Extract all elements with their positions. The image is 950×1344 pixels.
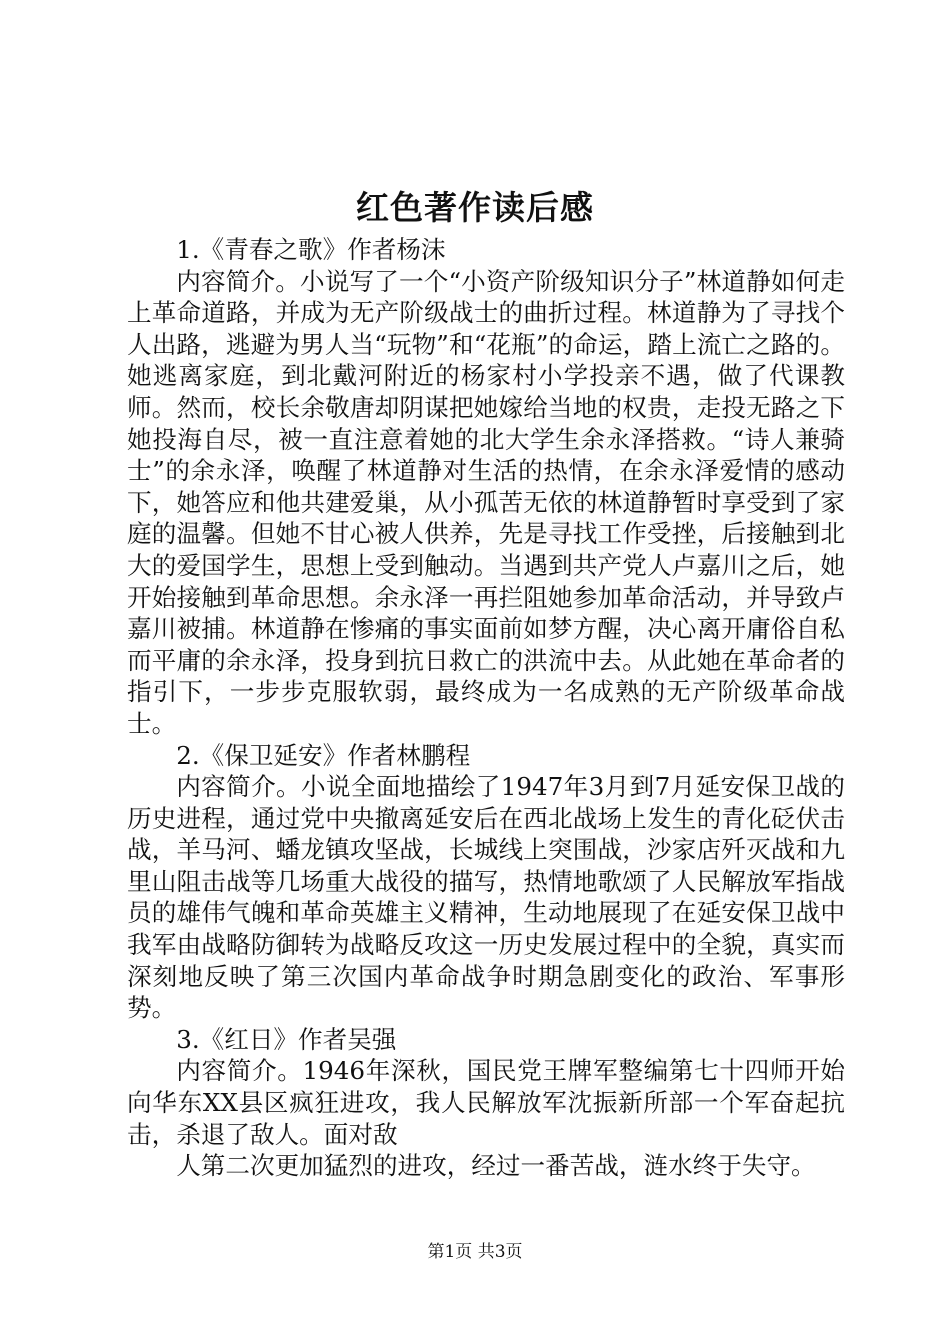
- section-paragraph-1: 内容简介。小说写了一个“小资产阶级知识分子”林道静如何走上革命道路，并成为无产阶级战士的曲折过程。林道静为了寻找个人出路，逃避为男人当“玩物”和“花瓶”的命运，踏上流亡之路的。她逃离家庭，到北戴河附近的杨家村小学投亲不遇，做了代课教师。然而，校长余敬唐却阴谋把她嫁给当地的权贵，走投无路之下她投海自尽，被一直注意着她的北大学生余永泽搭救。“诗人兼骑士”的余永泽，唤醒了林道静对生活的热情，在余永泽爱情的感动下，她答应和他共建爱巢，从小孤苦无依的林道静暂时享受到了家庭的温馨。但她不甘心被人供养，先是寻找工作受挫，后接触到北大的爱国学生，思想上受到触动。当遇到共产党人卢嘉川之后，她开始接触到革命思想。余永泽一再拦阻她参加革命活动，并导致卢嘉川被捕。林道静在惨痛的事实面前如梦方醒，决心离开庸俗自私而平庸的余永泽，投身到抗日救亡的洪流中去。从此她在革命者的指引下，一步步克服软弱，最终成为一名成熟的无产阶级革命战士。: [127, 266, 845, 738]
- section-paragraph-3: 内容简介。1946年深秋，国民党王牌军整编第七十四师开始向华东XX县区疯狂进攻，我人民解放军沈振新所部一个军奋起抗击，杀退了敌人。面对敌: [127, 1056, 845, 1149]
- section-paragraph-3-continued: 人第二次更加猛烈的进攻，经过一番苦战，涟水终于失守。: [176, 1151, 816, 1181]
- page-number-footer: 第1页 共3页: [427, 1242, 523, 1262]
- document-body: [127, 234, 845, 1182]
- document-title: 红色著作读后感: [356, 188, 594, 227]
- section-paragraph-2: 内容简介。小说全面地描绘了1947年3月到7月延安保卫战的历史进程，通过党中央撤离延安后在西北战场上发生的青化砭伏击战，羊马河、蟠龙镇攻坚战，长城线上突围战，沙家店歼灭战和九里山阻击战等几场重大战役的描写，热情地歌颂了人民解放军指战员的雄伟气魄和革命英雄主义精神，生动地展现了在延安保卫战中我军由战略防御转为战略反攻这一历史发展过程中的全貌，真实而深刻地反映了第三次国内革命战争时期急剧变化的政治、军事形势。: [127, 772, 845, 1023]
- section-heading-1: 1.《青春之歌》作者杨沫: [176, 235, 446, 264]
- section-heading-2: 2.《保卫延安》作者林鹏程: [176, 740, 471, 770]
- section-heading-3: 3.《红日》作者吴强: [176, 1024, 397, 1054]
